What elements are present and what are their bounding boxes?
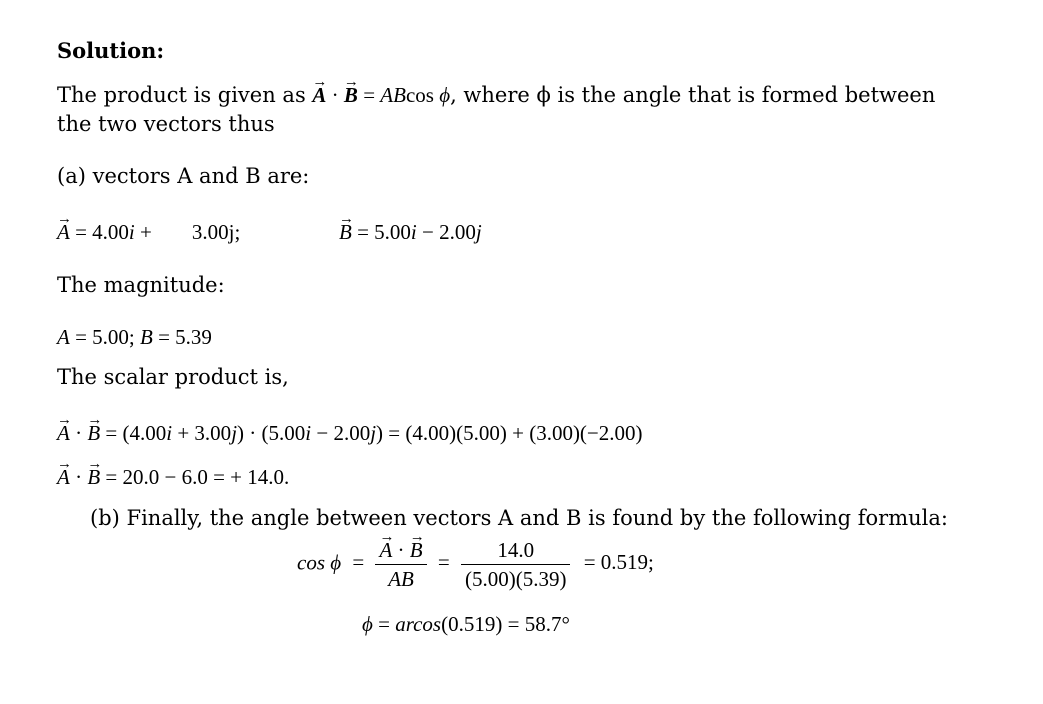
intro-text-1: The product is given as	[57, 83, 313, 107]
magnitude-label: The magnitude:	[57, 273, 225, 297]
cos-result: = 0.519;	[583, 550, 654, 575]
phi-equation: ϕ = arcos(0.519) = 58.7°	[362, 612, 570, 636]
scalar-product-equation-2: → A · → B = 20.0 − 6.0 = + 14.0.	[57, 464, 289, 490]
part-b-label: (b) Finally, the angle between vectors A and B is found by the following formula:	[90, 506, 948, 530]
magnitude-values: A = 5.00; B = 5.39	[57, 325, 212, 349]
cosine-equation: cos ϕ = → $\frac{A \cdot \to B}{AB}$ = $\frac{14.0}{(5.00)(5.39)}$ = 0.519;	[297, 536, 654, 593]
cos-lhs: cos ϕ	[297, 550, 342, 575]
vector-b-equation: → B = 5.00i − 2.00j	[339, 219, 482, 245]
fraction-1: → $\frac{A \cdot \to B}{AB}$	[375, 536, 426, 593]
intro-line-2: the two vectors thus	[57, 112, 275, 136]
scalar-product-label: The scalar product is,	[57, 365, 289, 389]
fraction-2: $\frac{14.0}{(5.00)(5.39)}$	[461, 536, 570, 593]
scalar-product-equation-1: → A · → B = (4.00i + 3.00j) · (5.00i − 2.00j) = (4.00)(5.00) + (3.00)(−2.00)	[57, 420, 643, 446]
solution-heading: Solution:	[57, 38, 165, 63]
intro-line-1	[57, 82, 935, 108]
part-a-label: (a) vectors A and B are:	[57, 164, 310, 188]
intro-text-2: , where ϕ is the angle that is formed between	[450, 83, 936, 107]
dot-product-formula: → A · → B = ABcos ϕ	[312, 83, 450, 107]
vector-a-equation: → A = 4.00i + 3.00j;	[57, 219, 240, 245]
